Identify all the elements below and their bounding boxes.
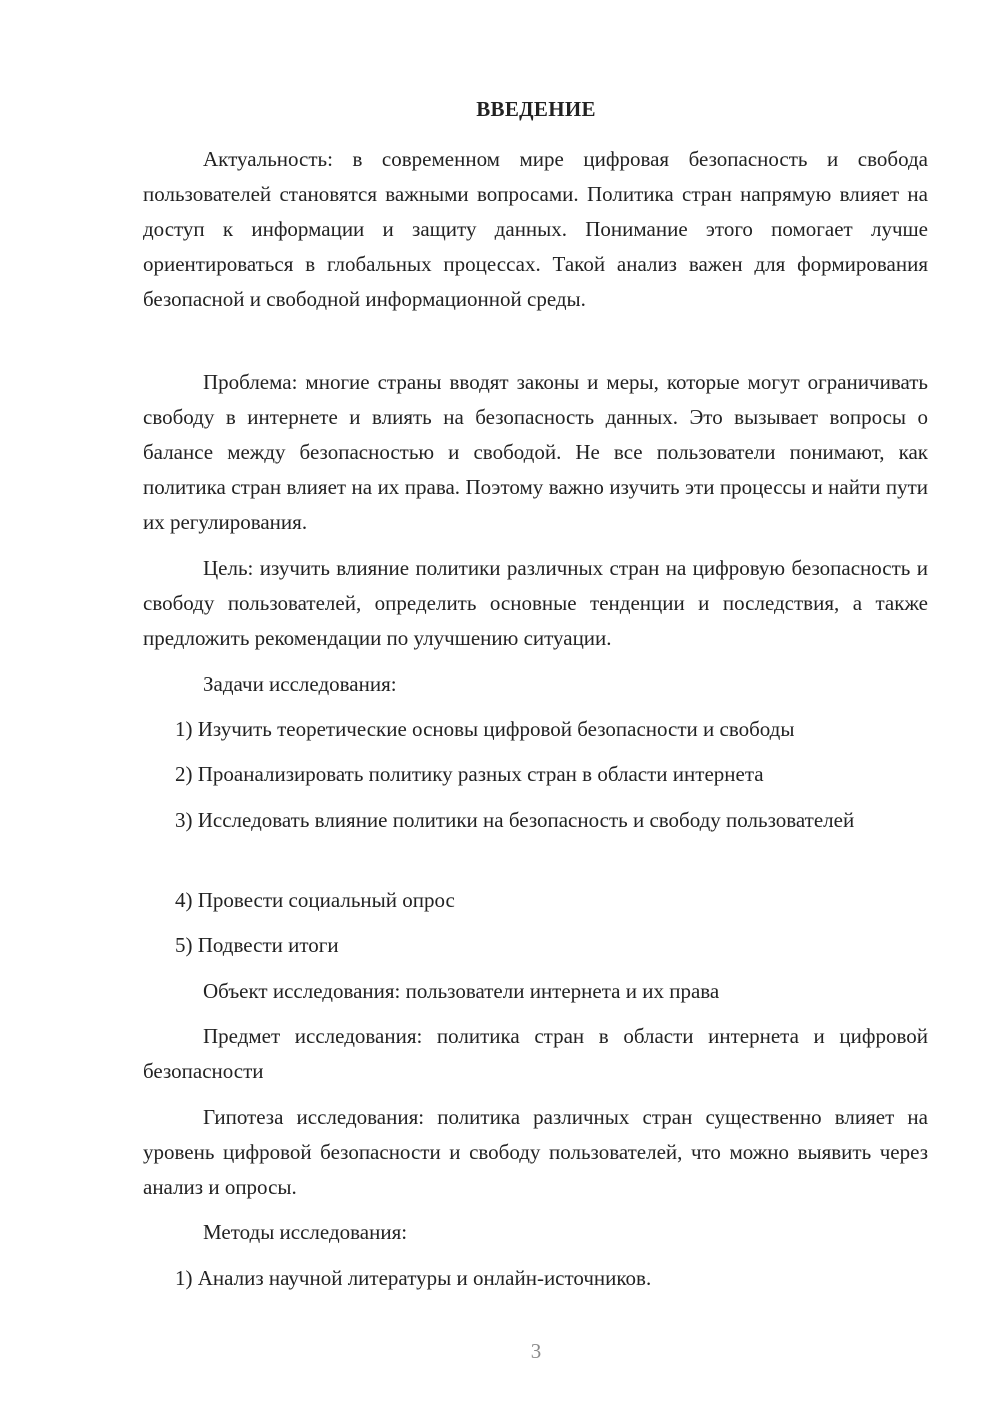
method-item-1: 1) Анализ научной литературы и онлайн-источников. bbox=[175, 1266, 652, 1290]
page-title: ВВЕДЕНИЕ bbox=[476, 97, 596, 121]
paragraph-goal: Цель: изучить влияние политики различных стран на цифровую безопасность и свободу пользователей, определить основные тенденции и последствия, а также предложить рекомендации по улучшению ситуации. bbox=[143, 556, 928, 650]
task-item-1: 1) Изучить теоретические основы цифровой безопасности и свободы bbox=[175, 717, 795, 741]
page-number: 3 bbox=[530, 1339, 542, 1363]
tasks-heading: Задачи исследования: bbox=[203, 672, 397, 696]
methods-heading: Методы исследования: bbox=[203, 1220, 408, 1244]
task-item-4: 4) Провести социальный опрос bbox=[175, 888, 455, 912]
research-subject: Предмет исследования: политика стран в области интернета и цифровой безопасности bbox=[143, 1024, 928, 1083]
research-hypothesis: Гипотеза исследования: политика различных стран существенно влияет на уровень цифровой безопасности и свободу пользователей, что можно выявить через анализ и опросы. bbox=[143, 1105, 928, 1199]
paragraph-problem: Проблема: многие страны вводят законы и меры, которые могут ограничивать свободу в интернете и влиять на безопасность данных. Это вызывает вопросы о балансе между безопасностью и свободой. Не все пользователи понимают, как политика стран влияет на их права. Поэтому важно изучить эти процессы и найти пути их регулирования. bbox=[143, 370, 928, 534]
task-item-2: 2) Проанализировать политику разных стран в области интернета bbox=[175, 762, 764, 786]
research-object: Объект исследования: пользователи интернета и их права bbox=[203, 979, 720, 1003]
paragraph-relevance: Актуальность: в современном мире цифровая безопасность и свобода пользователей становятся важными вопросами. Политика стран напрямую влияет на доступ к информации и защиту данных. Понимание этого помогает лучше ориентироваться в глобальных процессах. Такой анализ важен для формирования безопасной и свободной информационной среды. bbox=[143, 147, 928, 311]
task-item-5: 5) Подвести итоги bbox=[175, 933, 339, 957]
task-item-3: 3) Исследовать влияние политики на безопасность и свободу пользователей bbox=[175, 808, 855, 832]
